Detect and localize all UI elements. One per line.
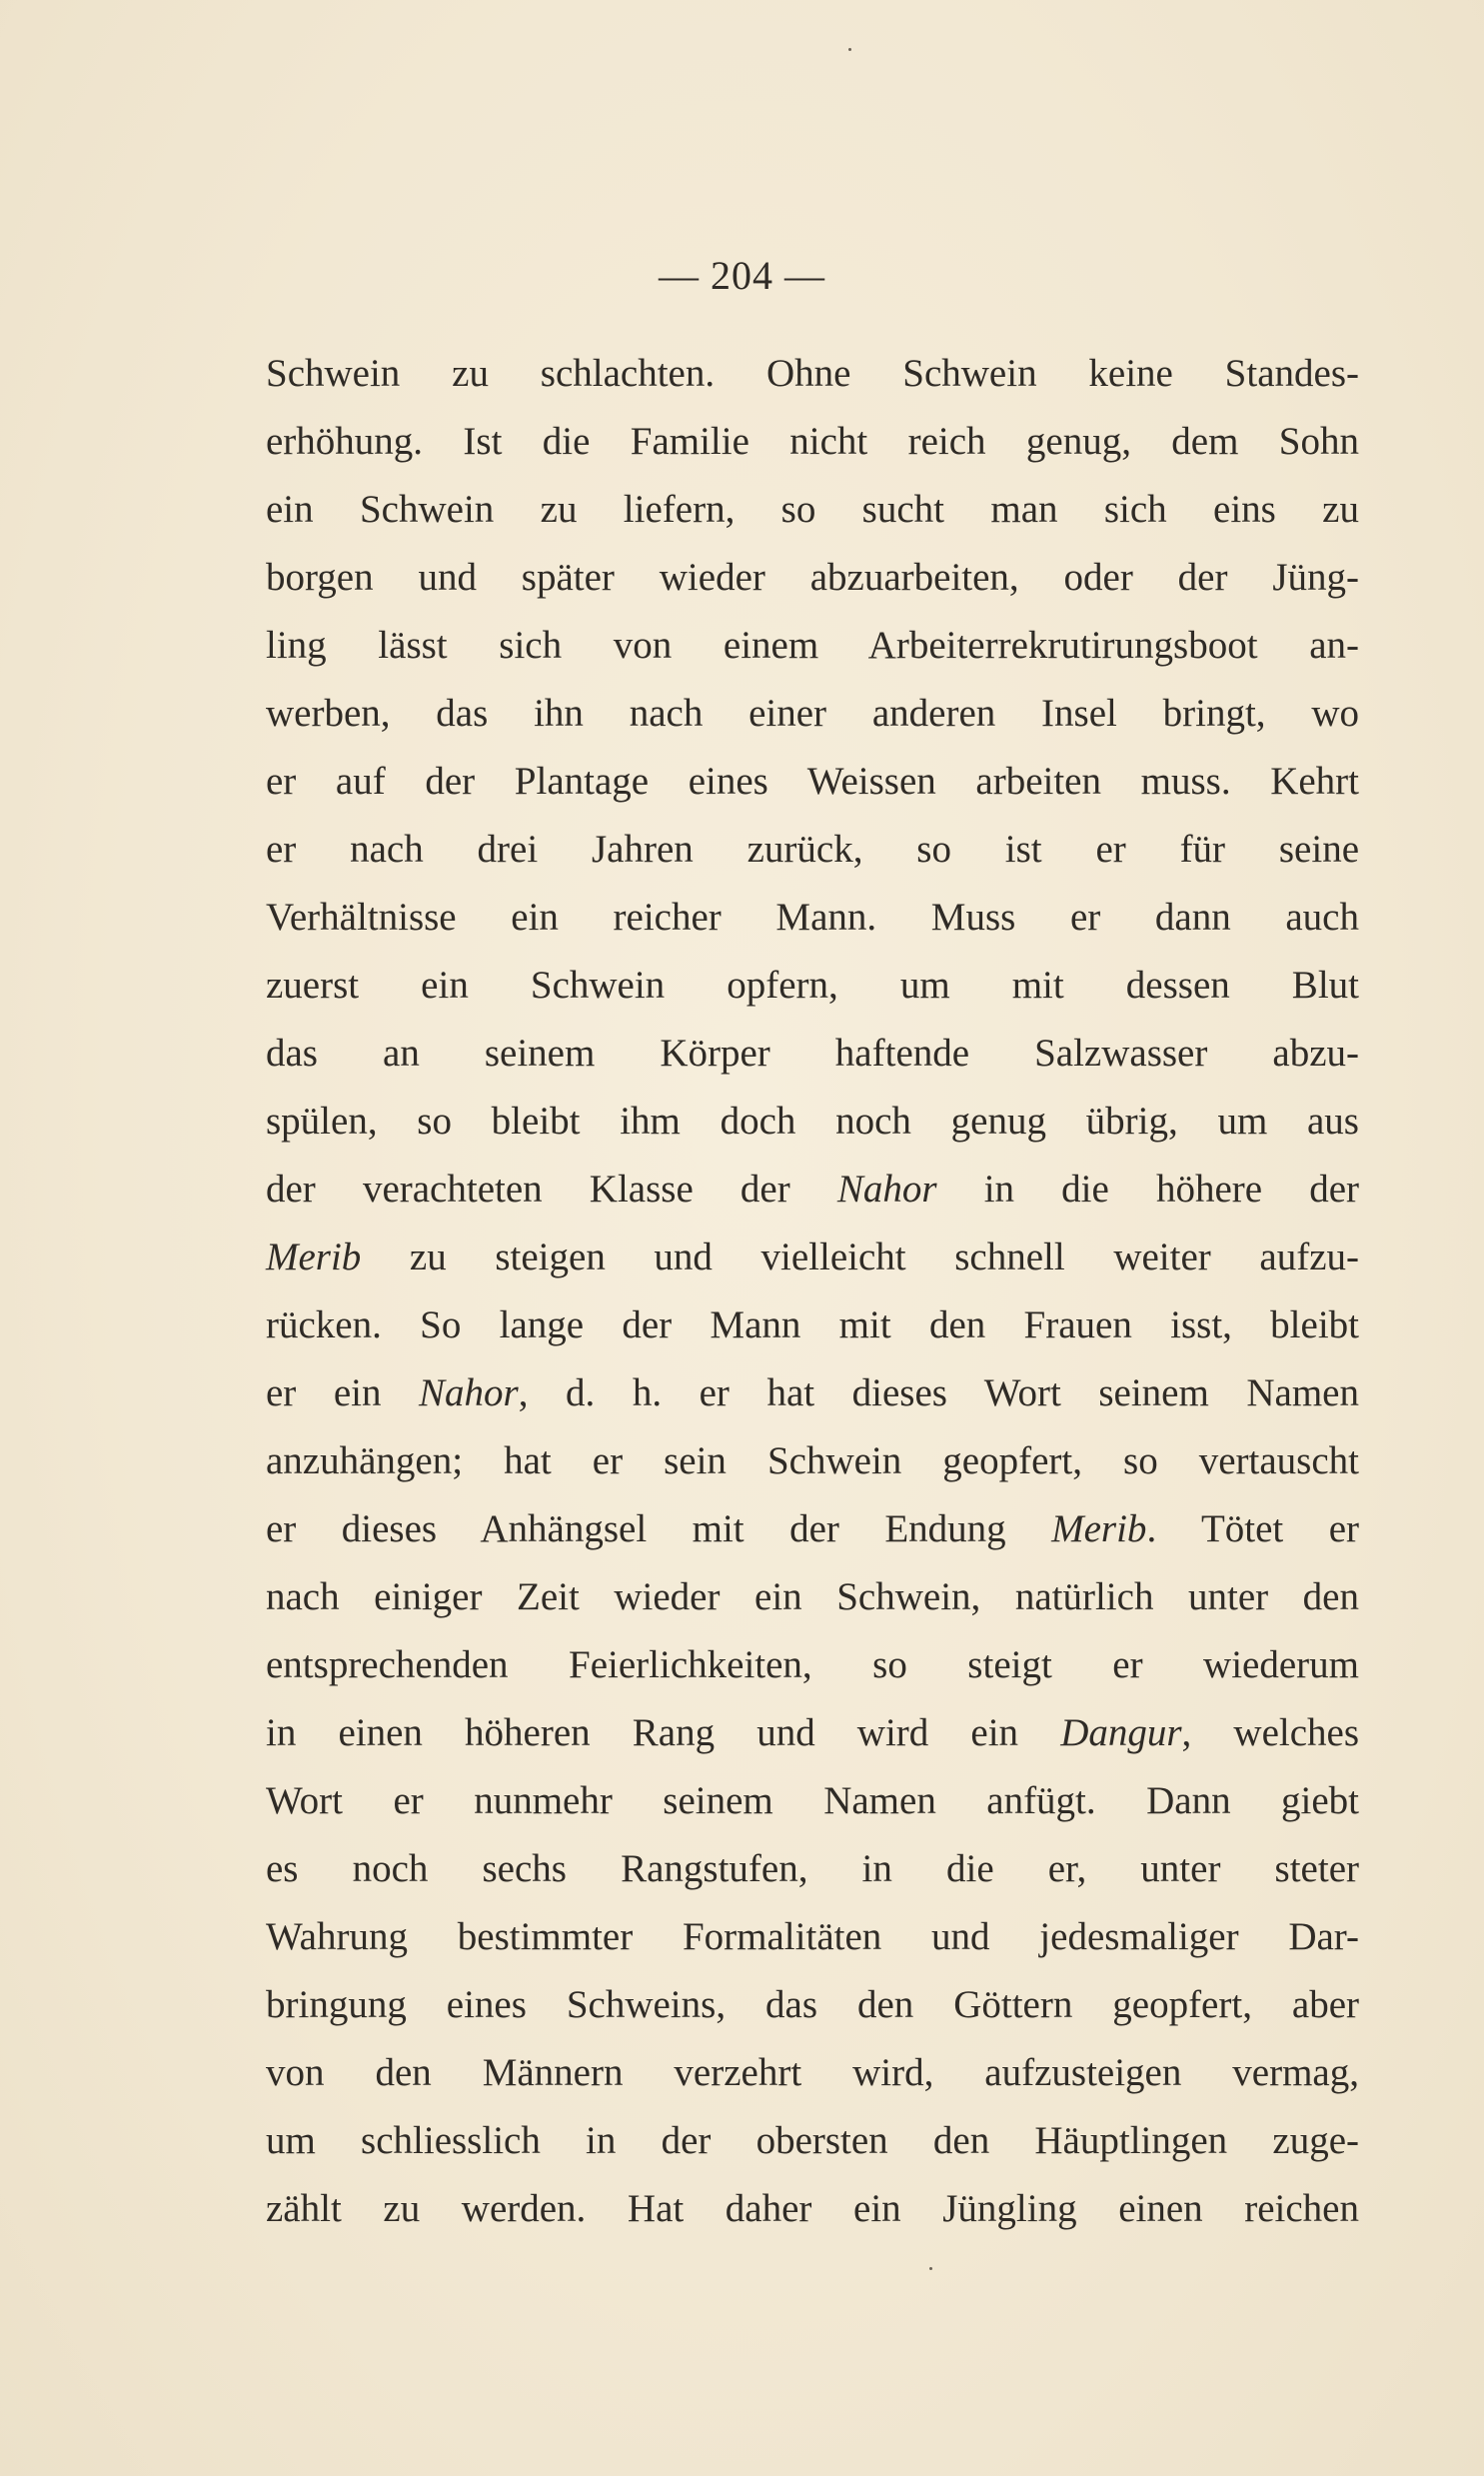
text-line: von den Männern verzehrt wird, aufzusteigen vermag, bbox=[266, 2051, 1359, 2094]
text-line: ling lässt sich von einem Arbeiterrekrutirungsboot an- bbox=[266, 624, 1359, 667]
text-line: entsprechenden Feierlichkeiten, so steigt er wiederum bbox=[266, 1643, 1359, 1686]
text-line: Schwein zu schlachten. Ohne Schwein keine Standes- bbox=[266, 352, 1359, 395]
text-line: Wort er nunmehr seinem Namen anfügt. Dann giebt bbox=[266, 1779, 1359, 1822]
text-line: borgen und später wieder abzuarbeiten, oder der Jüng- bbox=[266, 556, 1359, 599]
italic-term: Nahor bbox=[419, 1371, 519, 1414]
text-line: erhöhung. Ist die Familie nicht reich genug, dem Sohn bbox=[266, 420, 1359, 463]
paper-speck bbox=[929, 2267, 932, 2270]
text-line: er auf der Plantage eines Weissen arbeiten muss. Kehrt bbox=[266, 760, 1359, 803]
italic-term: Dangur bbox=[1060, 1711, 1182, 1754]
text-line: werben, das ihn nach einer anderen Insel bringt, wo bbox=[266, 692, 1359, 735]
text-line: es noch sechs Rangstufen, in die er, unter steter bbox=[266, 1847, 1359, 1890]
text-line: um schliesslich in der obersten den Häuptlingen zuge- bbox=[266, 2119, 1359, 2162]
text-line: spülen, so bleibt ihm doch noch genug übrig, um aus bbox=[266, 1100, 1359, 1143]
text-line: er nach drei Jahren zurück, so ist er für seine bbox=[266, 828, 1359, 871]
text-line: zählt zu werden. Hat daher ein Jüngling einen reichen bbox=[266, 2187, 1359, 2230]
text-line: Verhältnisse ein reicher Mann. Muss er dann auch bbox=[266, 896, 1359, 939]
text-line: ein Schwein zu liefern, so sucht man sich eins zu bbox=[266, 488, 1359, 531]
text-line: das an seinem Körper haftende Salzwasser abzu- bbox=[266, 1032, 1359, 1075]
text-line: er ein Nahor, d. h. er hat dieses Wort seinem Namen bbox=[266, 1371, 1359, 1414]
text-line: Merib zu steigen und vielleicht schnell weiter aufzu- bbox=[266, 1236, 1359, 1278]
text-line: in einen höheren Rang und wird ein Dangur, welches bbox=[266, 1711, 1360, 1754]
italic-term: Merib bbox=[266, 1236, 362, 1278]
text-line: der verachteten Klasse der Nahor in die höhere der bbox=[266, 1168, 1359, 1211]
text-line: bringung eines Schweins, das den Göttern geopfert, aber bbox=[266, 1983, 1359, 2026]
text-line: er dieses Anhängsel mit der Endung Merib. Tötet er bbox=[266, 1507, 1359, 1550]
paper-speck bbox=[848, 48, 851, 51]
page-number: — 204 — bbox=[659, 253, 825, 298]
text-line: rücken. So lange der Mann mit den Frauen isst, bleibt bbox=[266, 1303, 1359, 1346]
body-text bbox=[266, 340, 1359, 2243]
text-line: zuerst ein Schwein opfern, um mit dessen Blut bbox=[266, 964, 1359, 1007]
italic-term: Nahor bbox=[836, 1168, 937, 1211]
italic-term: Merib bbox=[1051, 1507, 1147, 1550]
text-line: nach einiger Zeit wieder ein Schwein, natürlich unter den bbox=[266, 1575, 1359, 1618]
text-line: Wahrung bestimmter Formalitäten und jedesmaliger Dar- bbox=[266, 1915, 1359, 1958]
text-line: anzuhängen; hat er sein Schwein geopfert, so vertauscht bbox=[266, 1439, 1359, 1482]
